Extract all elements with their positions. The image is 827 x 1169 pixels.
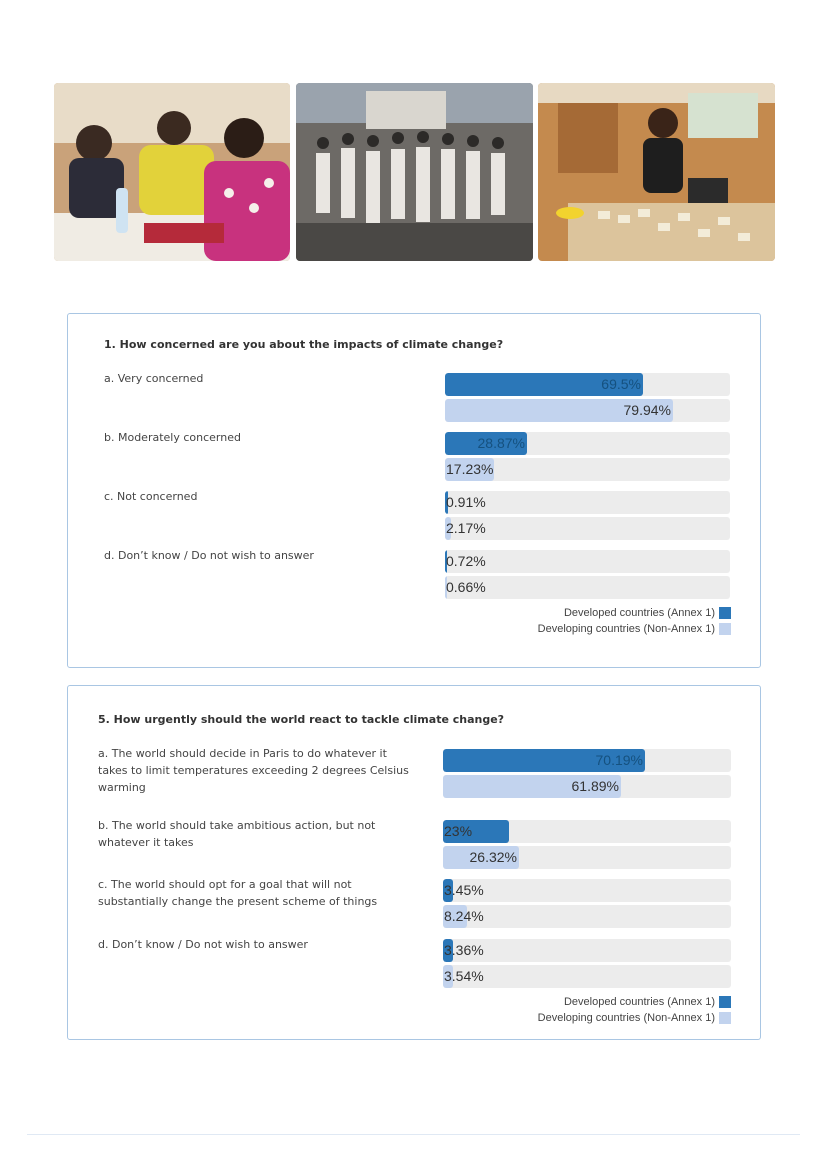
bar-value-label: 3.45% (444, 882, 484, 898)
bar-track (443, 905, 731, 928)
bar-value-label: 23% (444, 823, 473, 839)
footer-divider (27, 1134, 800, 1135)
bar-value-label: 17.23% (446, 461, 494, 477)
bar-value-label: 3.36% (444, 942, 484, 958)
bar-track (445, 458, 730, 481)
bar-track (445, 373, 730, 396)
q1-legend-developed (564, 606, 731, 620)
bar-value-label: 26.32% (469, 849, 517, 865)
bar-track (445, 432, 730, 455)
bar-track (445, 576, 730, 599)
q5-answer-a: a. The world should decide in Paris to do whatever it takes to limit temperatures exceeding 2 degrees Celsius warming (98, 747, 409, 794)
bar-value-label: 0.66% (446, 579, 486, 595)
bar-track (443, 965, 731, 988)
legend-label: Developed countries (Annex 1) (563, 996, 715, 1008)
bar-track (443, 749, 731, 772)
q1-answer-c: c. Not concerned (104, 490, 198, 503)
bar-track (443, 939, 731, 962)
bar-track (443, 820, 731, 843)
legend-label: Developed countries (Annex 1) (563, 607, 715, 619)
legend-label: Developing countries (Non-Annex 1) (537, 623, 715, 635)
group-photo (296, 83, 533, 261)
q5-answer-b: b. The world should take ambitious action, but not whatever it takes (98, 819, 376, 849)
bar-value-label: 28.87% (477, 435, 525, 451)
bar-track (445, 399, 730, 422)
bar-value-label: 8.24% (444, 908, 484, 924)
bar-value-label: 79.94% (623, 402, 671, 418)
workshop-participants-photo (54, 83, 290, 261)
bar-track (445, 550, 730, 573)
legend-label: Developing countries (Non-Annex 1) (537, 1012, 715, 1024)
legend-swatch-developed (719, 996, 731, 1008)
bar-value-label: 0.72% (446, 553, 486, 569)
bar-track (443, 879, 731, 902)
q1-answer-a: a. Very concerned (104, 372, 204, 385)
bar-value-label: 69.5% (601, 376, 641, 392)
q1-legend-developing (538, 622, 731, 636)
bar-track (445, 491, 730, 514)
bar-value-label: 2.17% (446, 520, 486, 536)
question-1-title: 1. How concerned are you about the impacts of climate change? (104, 338, 504, 351)
q5-answer-d: d. Don’t know / Do not wish to answer (98, 938, 308, 951)
bar-value-label: 3.54% (444, 968, 484, 984)
bar-track (443, 775, 731, 798)
legend-swatch-developing (719, 623, 731, 635)
bar-value-label: 0.91% (446, 494, 486, 510)
q5-answer-c: c. The world should opt for a goal that will not substantially change the present scheme of things (98, 878, 378, 908)
legend-swatch-developed (719, 607, 731, 619)
legend-swatch-developing (719, 1012, 731, 1024)
bar-track (445, 517, 730, 540)
bar-track (443, 846, 731, 869)
q5-legend-developing (538, 1011, 731, 1025)
bar-value-label: 61.89% (571, 778, 619, 794)
bar-value-label: 70.19% (595, 752, 643, 768)
exhibition-photo (538, 83, 775, 261)
q1-answer-d: d. Don’t know / Do not wish to answer (104, 549, 314, 562)
q1-answer-b: b. Moderately concerned (104, 431, 241, 444)
q5-legend-developed (564, 995, 731, 1009)
question-5-title: 5. How urgently should the world react to tackle climate change? (98, 713, 505, 726)
